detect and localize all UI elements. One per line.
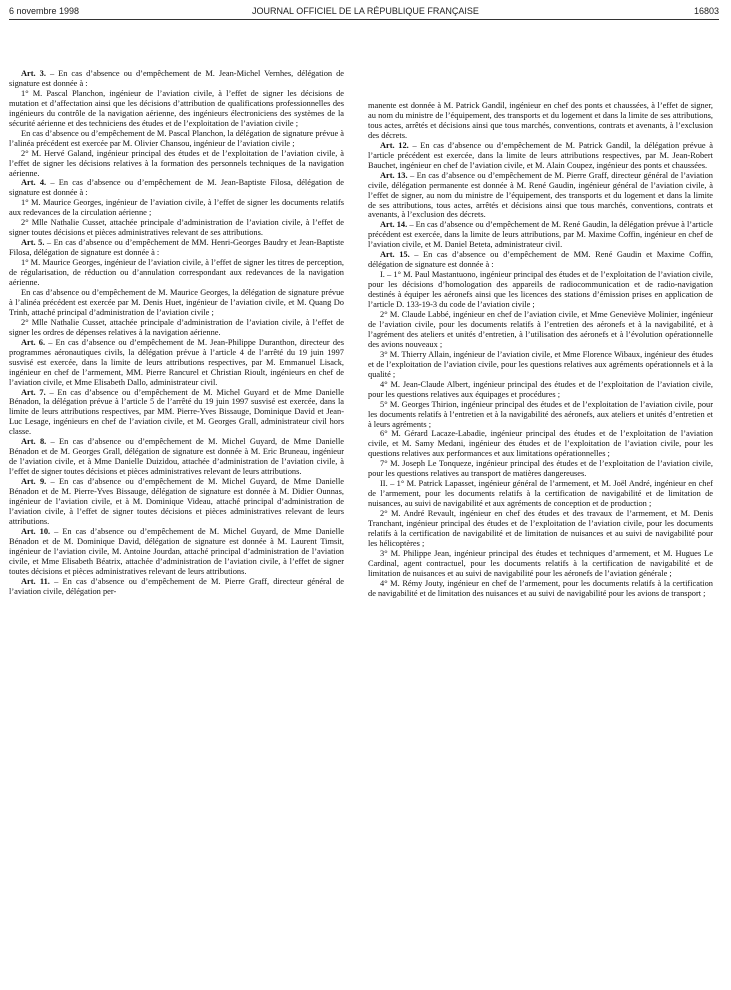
article-paragraph	[9, 89, 344, 129]
article-paragraph	[368, 509, 713, 549]
article-number: Art. 3.	[21, 69, 46, 78]
article-paragraph	[9, 388, 344, 438]
article-paragraph	[9, 527, 344, 577]
article-number: Art. 6.	[21, 337, 46, 347]
paragraph-text: 2° Mlle Nathalie Cusset, attachée principale d’administration de l’aviation civile, à l’effet de signer toutes décisions et pièces administratives relevant de ses attributions.	[9, 218, 344, 238]
article-number: Art. 4.	[21, 178, 47, 188]
article-paragraph	[368, 220, 713, 250]
paragraph-text: 1° M. Maurice Georges, ingénieur de l’aviation civile, à l’effet de signer les documents relatifs aux redevances de la circulation aérienne ;	[9, 198, 344, 218]
article-paragraph	[9, 129, 344, 149]
article-number: Art. 8.	[21, 437, 47, 447]
article-paragraph	[9, 318, 344, 338]
paragraph-text: – En cas d’absence ou d’empêchement de MM. Henri-Georges Baudry et Jean-Baptiste Filosa, délégation de signature est donnée à :	[9, 238, 345, 258]
paragraph-text: – En cas d’absence ou d’empêchement de M. Jean-Michel Vernhes, délégation de signature est donnée à :	[9, 69, 344, 88]
article-paragraph	[9, 198, 344, 218]
article-paragraph	[368, 171, 713, 221]
right-column	[368, 101, 713, 599]
article-number: Art. 14.	[380, 220, 408, 230]
article-paragraph	[9, 288, 344, 318]
article-paragraph	[368, 400, 713, 430]
paragraph-text: 4° M. Jean-Claude Albert, ingénieur principal des études et de l’exploitation de l’aviation civile, pour les questions relatives aux équipages et procédures ;	[368, 379, 713, 399]
article-paragraph	[368, 429, 713, 459]
article-number: Art. 5.	[21, 238, 45, 248]
paragraph-text: 5° M. Georges Thirion, ingénieur principal des études et de l’exploitation de l’aviation civile, pour les documents relatifs à l’entretien et à la navigabilité des aéronefs, aux ateliers et unités d’entretien et à leurs agréments ;	[368, 399, 713, 429]
paragraph-text: 2° M. André Revault, ingénieur en chef des études et des travaux de l’armement, et M. Denis Tranchant, ingénieur principal des études et de l’exploitation de l’aviation civile, pour les documents relatifs à la certification de navigabilité et de limitation de nuisances et au suivi de navigabilité pour les hélicoptères ;	[368, 509, 713, 548]
article-paragraph	[9, 258, 344, 288]
article-number: Art. 15.	[380, 250, 410, 260]
paragraph-text: En cas d’absence ou d’empêchement de M. Pascal Planchon, la délégation de signature prévue à l’alinéa précédent est exercée par M. Olivier Chansou, ingénieur de l’aviation civile ;	[9, 128, 344, 148]
paragraph-text: – En cas d’absence ou d’empêchement de M. Michel Guyard et de Mme Danielle Bénadon, la délégation prévue à l’article 5 de l’arrêté du 19 juin 1997 susvisé est exercée, dans la limite de leurs attributions respectives, par MM. Pierre-Yves Bissauge, Dominique David et Jean-Luc Lesage, ingénieurs en chef de l’aviation civile, et M. Georges Grall, administrateur civil hors classe.	[9, 387, 344, 437]
paragraph-text: – En cas d’absence ou d’empêchement de M. Pierre Graff, directeur général de l’aviation civile, délégation permanente est donnée à M. René Gaudin, ingénieur général de l’aviation civile, à l’effet de signer, au nom du ministre de l’équipement, des transports et du logement et dans la limite de ses attributions, tous actes, arrêtés et décisions ainsi que tous marchés, conventions, contrats et avenants, à l’exclusion des décrets.	[368, 170, 713, 220]
article-paragraph	[368, 310, 713, 350]
paragraph-text: – En cas d’absence ou d’empêchement de M. Michel Guyard, de Mme Danielle Bénadon et de M. Pierre-Yves Bissauge, délégation de signature est donnée à M. Didier Ounnas, ingénieur de l’aviation civile, et à M. Dominique Videau, attaché principal d’administration de l’aviation civile, à l’effet de signer toutes décisions et pièces administratives relevant de leurs attributions.	[9, 477, 344, 526]
article-paragraph	[368, 380, 713, 400]
paragraph-text: 2° M. Hervé Galand, ingénieur principal des études et de l’exploitation de l’aviation civile, à l’effet de signer les décisions relatives à la formation des personnels techniques de la navigation aérienne.	[9, 148, 344, 178]
article-paragraph	[368, 459, 713, 479]
paragraph-text: – En cas d’absence ou d’empêchement de M. Michel Guyard, de Mme Danielle Bénadon et de M. Georges Grall, délégation de signature est donnée à M. Eric Bruneau, ingénieur de l’aviation civile, et à Mme Danielle Duizidou, attachée d’administration de l’aviation civile, à l’effet de signer toutes décisions et pièces administratives relevant de leurs attributions.	[9, 437, 344, 477]
article-number: Art. 10.	[21, 526, 51, 536]
left-column	[9, 69, 344, 597]
paragraph-text: 1° M. Pascal Planchon, ingénieur de l’aviation civile, à l’effet de signer les décisions de mutation et d’affectation ainsi que les décisions d’attribution de qualifications professionnelles des ingénieurs du contrôle de la navigation aérienne, des ingénieurs électroniciens des systèmes de la sécurité aérienne et des techniciens des études et de l’exploitation de l’aviation civile ;	[9, 88, 344, 128]
paragraph-text: 1° M. Maurice Georges, ingénieur de l’aviation civile, à l’effet de signer les titres de perception, de régularisation, de réduction ou d’annulation correspondant aux redevances de la navigation aérienne.	[9, 258, 344, 288]
paragraph-text: 3° M. Philippe Jean, ingénieur principal des études et techniques d’armement, et M. Hugues Le Cardinal, agent contractuel, pour les documents relatifs à la certification de navigabilité et de limitation de nuisances et au suivi de navigabilité pour les aéronefs de l’aviation générale ;	[368, 548, 713, 578]
paragraph-text: manente est donnée à M. Patrick Gandil, ingénieur en chef des ponts et chaussées, à l’effet de signer, au nom du ministre de l’équipement, des transports et du logement et dans la limite de ses attributions, tous actes, arrêtés et décisions ainsi que tous marchés, conventions, contrats et avenants, à l’exclusion des décrets.	[368, 101, 713, 140]
article-paragraph	[368, 141, 713, 171]
paragraph-text: En cas d’absence ou d’empêchement de M. Maurice Georges, la délégation de signature prévue à l’alinéa précédent est exercée par M. Denis Huet, ingénieur de l’aviation civile, et M. Quang Do Trinh, attaché principal d’administration de l’aviation civile ;	[9, 287, 344, 317]
article-paragraph	[9, 149, 344, 179]
article-paragraph	[368, 350, 713, 380]
journal-title: JOURNAL OFFICIEL DE LA RÉPUBLIQUE FRANÇAISE	[252, 6, 479, 16]
article-paragraph	[9, 69, 344, 89]
paragraph-text: 6° M. Gérard Lacaze-Labadie, ingénieur principal des études et de l’exploitation de l’aviation civile, et M. Samy Medani, ingénieur des études et de l’exploitation de l’aviation civile, pour les questions relatives aux performances et aux limitations opérationnelles ;	[368, 429, 713, 459]
article-paragraph	[368, 549, 713, 579]
article-paragraph	[9, 178, 344, 198]
paragraph-text: – En cas d’absence ou d’empêchement de M. Michel Guyard, de Mme Danielle Bénadon et de M. Dominique David, délégation de signature est donnée à M. Laurent Timsit, ingénieur de l’aviation civile, M. Antoine Jourdan, attaché principal d’administration de l’aviation civile, et Mme Elisabeth Béatrix, attachée d’administration de l’aviation civile, à l’effet de signer toutes décisions et pièces administratives relevant de leurs attributions.	[9, 526, 344, 576]
paragraph-text: – En cas d’absence ou d’empêchement de M. Pierre Graff, directeur général de l’aviation civile, délégation per-	[9, 576, 345, 596]
header-rule	[9, 19, 719, 20]
article-paragraph	[9, 338, 344, 388]
paragraph-text: – En cas d’absence ou d’empêchement de M. Patrick Gandil, la délégation prévue à l’article précédent est exercée, dans la limite de leurs attributions respectives, par M. Jean-Robert Bauchet, ingénieur en chef de l’aviation civile, et M. Alain Coupez, ingénieur des ponts et chaussées.	[368, 140, 713, 170]
paragraph-text: 2° Mlle Nathalie Cusset, attachée principale d’administration de l’aviation civile, à l’effet de signer les ordres de dépenses relatives à la navigation aérienne.	[9, 317, 344, 337]
paragraph-text: – En cas d’absence ou d’empêchement de M. Jean-Baptiste Filosa, délégation de signature est donnée à :	[9, 178, 344, 198]
paragraph-text: I. – 1° M. Paul Mastantuono, ingénieur principal des études et de l’exploitation de l’aviation civile, pour les décisions d’homologation des appareils de radiocommunication et de radio-navigation destinés à équiper les aéronefs ainsi que les licences des stations d’émission prises en application de l’article D. 133-19-3 du code de l’aviation civile ;	[368, 270, 713, 310]
article-paragraph	[368, 579, 713, 599]
article-paragraph	[368, 250, 713, 270]
article-number: Art. 9.	[21, 477, 47, 487]
paragraph-text: – En cas d’absence ou d’empêchement de MM. René Gaudin et Maxime Coffin, délégation de signature est donnée à :	[368, 250, 713, 270]
article-paragraph	[9, 577, 344, 597]
article-paragraph	[9, 218, 344, 238]
paragraph-text: 3° M. Thierry Allain, ingénieur de l’aviation civile, et Mme Florence Wibaux, ingénieur des études et de l’exploitation de l’aviation civile, pour les questions relatives aux agréments opérationnels et à la qualité ;	[368, 349, 713, 379]
page-number: 16803	[693, 6, 719, 16]
paragraph-text: II. – 1° M. Patrick Lapasset, ingénieur général de l’armement, et M. Joël André, ingénieur en chef de l’armement, pour les documents relatifs à la certification de navigabilité et de limitation de nuisances, au suivi de navigabilité et aux agréments de conception et de production ;	[368, 479, 713, 509]
article-paragraph	[368, 479, 713, 509]
paragraph-text: – En cas d’absence ou d’empêchement de M. René Gaudin, la délégation prévue à l’article précédent est exercée, dans la limite de leurs attributions, par M. Maxime Coffin, ingénieur en chef de l’aviation civile, et M. Daniel Beteta, administrateur civil.	[368, 220, 714, 250]
article-paragraph	[9, 477, 344, 527]
paragraph-text: 4° M. Rémy Jouty, ingénieur en chef de l’armement, pour les documents relatifs à la certification de navigabilité et de limitation des nuisances et au suivi de navigabilité pour les avions de transport ;	[368, 578, 713, 598]
header-date: 6 novembre 1998	[9, 6, 80, 16]
paragraph-text: 2° M. Claude Labbé, ingénieur en chef de l’aviation civile, et Mme Geneviève Molinier, ingénieur de l’aviation civile, pour les documents relatifs à l’entretien des aéronefs et à la navigabilité, et à l’agrément des ateliers et unités d’entretien, à l’utilisation des aéronefs et à l’évolution opérationnelle des avions nouveaux ;	[368, 310, 713, 349]
page-header	[0, 0, 731, 30]
article-number: Art. 7.	[21, 387, 46, 397]
paragraph-text: 7° M. Joseph Le Tonqueze, ingénieur principal des études et de l’exploitation de l’aviation civile, pour les questions relatives au transport de matières dangereuses.	[368, 459, 713, 479]
article-number: Art. 13.	[380, 170, 408, 180]
article-number: Art. 11.	[21, 576, 50, 586]
article-paragraph	[9, 238, 344, 258]
paragraph-text: – En cas d’absence ou d’empêchement de M. Jean-Philippe Duranthon, directeur des programmes aéronautiques civils, la délégation prévue à l’article 4 de l’arrêté du 19 juin 1997 susvisé est exercée, dans la limite de leurs attributions respectives, par M. Emmanuel Lisack, ingénieur en chef de l’armement, MM. Pierre Rancurel et Christian Rioult, ingénieurs en chef de l’aviation civile, et Mme Elisabeth Dallo, administrateur civil.	[9, 337, 344, 387]
article-paragraph	[9, 437, 344, 477]
article-paragraph	[368, 270, 713, 310]
article-paragraph	[368, 101, 713, 141]
article-number: Art. 12.	[380, 140, 409, 150]
